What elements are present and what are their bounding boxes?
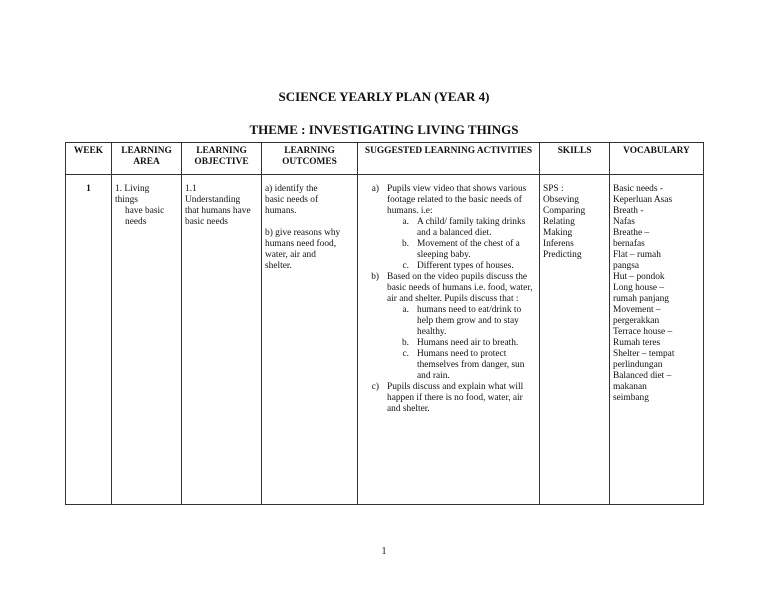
sub-activity-line: Humans need to protect bbox=[417, 349, 507, 359]
objective-line: 1.1 bbox=[185, 184, 197, 194]
vocabulary-item: Flat – rumah bbox=[613, 250, 661, 260]
sub-activity-line: Humans need air to breath. bbox=[417, 338, 519, 348]
sub-activity-item bbox=[361, 239, 536, 261]
activity-line: and shelter. bbox=[387, 404, 430, 414]
activity-line: Pupils view video that shows various bbox=[387, 184, 527, 194]
skill-item: Comparing bbox=[543, 206, 586, 216]
vocabulary-item: Basic needs - bbox=[613, 184, 663, 194]
sub-activity-item bbox=[361, 261, 536, 272]
vocabulary-item: Breath - bbox=[613, 206, 644, 216]
sub-activity-marker: b. bbox=[401, 239, 409, 249]
sub-activity-line: humans need to eat/drink to bbox=[417, 305, 522, 315]
table-header-row bbox=[66, 143, 704, 175]
vocabulary-item: Long house – bbox=[613, 283, 665, 293]
vocabulary-item: Hut – pondok bbox=[613, 272, 665, 282]
sub-activity-marker: b. bbox=[401, 338, 409, 348]
vocabulary-item: rumah panjang bbox=[613, 294, 669, 304]
sub-activity-marker: c. bbox=[402, 349, 409, 359]
outcome-line: water, air and bbox=[265, 250, 316, 260]
outcome-line: humans need food, bbox=[265, 239, 337, 249]
week-cell: 1 bbox=[66, 181, 112, 505]
activity-item bbox=[361, 184, 536, 217]
skill-item: SPS : bbox=[543, 184, 564, 194]
skill-item: Inferens bbox=[543, 239, 574, 249]
skill-item: Relating bbox=[543, 217, 575, 227]
skill-item: Obseving bbox=[543, 195, 579, 205]
vocabulary-item: Movement – bbox=[613, 305, 661, 315]
activities-list bbox=[361, 184, 536, 415]
area-line: 1. Living bbox=[115, 184, 150, 194]
skill-item: Making bbox=[543, 228, 573, 238]
learning-outcomes-cell bbox=[262, 181, 358, 505]
area-line: things bbox=[115, 195, 138, 205]
objective-line: basic needs bbox=[185, 217, 228, 227]
skills-cell bbox=[540, 181, 610, 505]
page-number: 1 bbox=[381, 546, 387, 557]
table-row bbox=[66, 181, 704, 505]
activity-marker: c) bbox=[371, 382, 379, 392]
vocabulary-cell bbox=[610, 181, 704, 505]
activity-line: happen if there is no food, water, air bbox=[387, 393, 523, 403]
sub-activity-item bbox=[361, 305, 536, 338]
sub-activity-line: themselves from danger, sun bbox=[417, 360, 525, 370]
header-learning-area: LEARNING AREA bbox=[112, 143, 182, 175]
outcome-line: humans. bbox=[265, 206, 297, 216]
objective-line: that humans have bbox=[185, 206, 251, 216]
vocabulary-item: pergerakkan bbox=[613, 316, 660, 326]
sub-activity-item bbox=[361, 217, 536, 239]
activities-cell bbox=[358, 181, 540, 505]
outcome-line: shelter. bbox=[265, 261, 292, 271]
outcome-line: basic needs of bbox=[265, 195, 319, 205]
theme-heading: THEME : INVESTIGATING LIVING THINGS bbox=[249, 122, 519, 137]
skill-item: Predicting bbox=[543, 250, 582, 260]
vocabulary-item: Nafas bbox=[613, 217, 635, 227]
sub-activity-line: Different types of houses. bbox=[417, 261, 514, 271]
activity-line: Based on the video pupils discuss the bbox=[387, 272, 528, 282]
vocabulary-item: Keperluan Asas bbox=[613, 195, 673, 205]
header-week: WEEK bbox=[66, 143, 112, 175]
header-learning-objective: LEARNING OBJECTIVE bbox=[182, 143, 262, 175]
outcome-line: b) give reasons why bbox=[265, 228, 341, 238]
sub-activity-item bbox=[361, 349, 536, 382]
header-suggested-activities: SUGGESTED LEARNING ACTIVITIES bbox=[358, 143, 540, 175]
vocabulary-item: perlindungan bbox=[613, 360, 663, 370]
yearly-plan-table bbox=[65, 142, 704, 505]
activity-line: humans. i.e: bbox=[387, 206, 433, 216]
skills-list bbox=[543, 184, 606, 261]
vocabulary-item: pangsa bbox=[613, 261, 640, 271]
learning-objective-cell bbox=[182, 181, 262, 505]
vocabulary-item: Terrace house – bbox=[613, 327, 673, 337]
vocabulary-item: seimbang bbox=[613, 393, 649, 403]
vocabulary-item: Rumah teres bbox=[613, 338, 661, 348]
activity-line: Pupils discuss and explain what will bbox=[387, 382, 524, 392]
vocabulary-item: Shelter – tempat bbox=[613, 349, 675, 359]
activity-item bbox=[361, 382, 536, 415]
vocabulary-item: Breathe – bbox=[613, 228, 650, 238]
document-title: SCIENCE YEARLY PLAN (YEAR 4) bbox=[278, 89, 490, 104]
objective-line: Understanding bbox=[185, 195, 241, 205]
vocabulary-item: makanan bbox=[613, 382, 647, 392]
activity-marker: a) bbox=[371, 184, 379, 194]
vocabulary-list bbox=[613, 184, 700, 404]
outcome-line: a) identify the bbox=[265, 184, 318, 194]
header-learning-outcomes: LEARNING OUTCOMES bbox=[262, 143, 358, 175]
sub-activity-line: Movement of the chest of a bbox=[417, 239, 520, 249]
sub-activity-line: help them grow and to stay bbox=[417, 316, 519, 326]
header-skills: SKILLS bbox=[540, 143, 610, 175]
area-line: have basic bbox=[125, 206, 165, 216]
activity-marker: b) bbox=[371, 272, 379, 282]
sub-activity-line: and a balanced diet. bbox=[417, 228, 492, 238]
sub-activity-item bbox=[361, 338, 536, 349]
sub-activity-line: sleeping baby. bbox=[417, 250, 471, 260]
vocabulary-item: Balanced diet – bbox=[613, 371, 672, 381]
area-line: needs bbox=[125, 217, 147, 227]
learning-area-cell bbox=[112, 181, 182, 505]
header-vocabulary: VOCABULARY bbox=[610, 143, 704, 175]
sub-activity-line: and rain. bbox=[417, 371, 450, 381]
sub-activity-line: healthy. bbox=[417, 327, 447, 337]
sub-activity-marker: a. bbox=[402, 305, 409, 315]
activity-item bbox=[361, 272, 536, 305]
sub-activity-marker: c. bbox=[402, 261, 409, 271]
activity-line: basic needs of humans i.e. food, water, bbox=[387, 283, 533, 293]
activity-line: air and shelter. Pupils discuss that : bbox=[387, 294, 519, 304]
activity-line: footage related to the basic needs of bbox=[387, 195, 522, 205]
vocabulary-item: bernafas bbox=[613, 239, 645, 249]
sub-activity-line: A child/ family taking drinks bbox=[417, 217, 526, 227]
sub-activity-marker: a. bbox=[402, 217, 409, 227]
